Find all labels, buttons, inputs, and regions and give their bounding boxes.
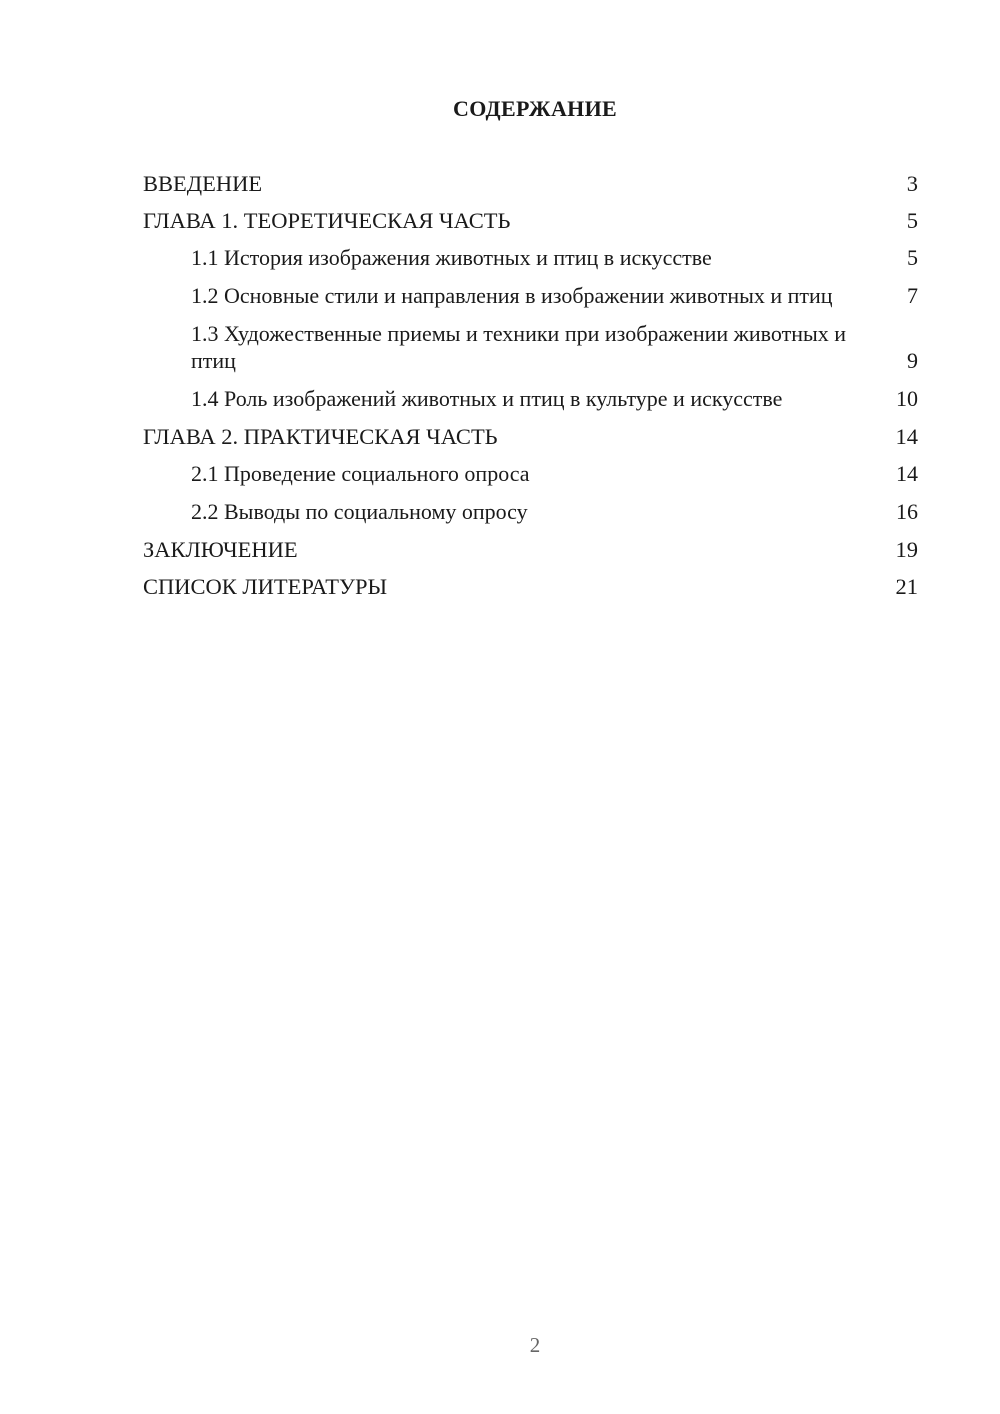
toc-entry-label: ГЛАВА 1. ТЕОРЕТИЧЕСКАЯ ЧАСТЬ <box>143 208 511 233</box>
toc-entry-page: 7 <box>907 283 918 308</box>
toc-entry-label: 1.4 Роль изображений животных и птиц в культуре и искусстве <box>191 386 783 411</box>
table-of-contents <box>143 170 918 610</box>
toc-entry-label: ВВЕДЕНИЕ <box>143 171 263 196</box>
toc-entry-references[interactable] <box>143 573 918 600</box>
toc-entry-label: 1.1 История изображения животных и птиц в искусстве <box>191 245 712 270</box>
toc-entry-page: 16 <box>896 499 918 524</box>
toc-entry-chapter-1[interactable] <box>143 207 918 234</box>
toc-entry-label: 1.3 Художественные приемы и техники при изображении животных и птиц <box>191 321 847 373</box>
toc-entry-page: 3 <box>906 171 918 196</box>
toc-entry-page: 9 <box>907 348 918 373</box>
toc-entry-section-2-2[interactable] <box>143 498 918 525</box>
toc-entry-page: 19 <box>895 537 918 562</box>
toc-entry-label: ЗАКЛЮЧЕНИЕ <box>143 537 298 562</box>
toc-entry-section-1-2[interactable] <box>143 282 918 309</box>
toc-entry-chapter-2[interactable] <box>143 423 918 450</box>
toc-entry-section-1-1[interactable] <box>143 244 918 271</box>
toc-entry-section-2-1[interactable] <box>143 460 918 487</box>
toc-entry-section-1-4[interactable] <box>143 385 918 412</box>
toc-entry-label: ГЛАВА 2. ПРАКТИЧЕСКАЯ ЧАСТЬ <box>143 424 498 449</box>
toc-entry-label: 2.2 Выводы по социальному опросу <box>191 499 528 524</box>
toc-entry-page: 14 <box>895 424 918 449</box>
toc-entry-section-1-3[interactable] <box>143 320 918 374</box>
toc-entry-page: 5 <box>906 208 918 233</box>
toc-entry-page: 21 <box>895 574 918 599</box>
toc-entry-conclusion[interactable] <box>143 536 918 563</box>
page-title: СОДЕРЖАНИЕ <box>453 96 617 121</box>
toc-entry-page: 10 <box>896 386 918 411</box>
toc-entry-label: СПИСОК ЛИТЕРАТУРЫ <box>143 574 388 599</box>
toc-entry-page: 5 <box>907 245 918 270</box>
toc-entry-label: 2.1 Проведение социального опроса <box>191 461 530 486</box>
toc-entry-page: 14 <box>896 461 918 486</box>
toc-entry-label: 1.2 Основные стили и направления в изображении животных и птиц <box>191 283 833 308</box>
toc-entry-introduction[interactable] <box>143 170 918 197</box>
page-number: 2 <box>529 1333 541 1357</box>
